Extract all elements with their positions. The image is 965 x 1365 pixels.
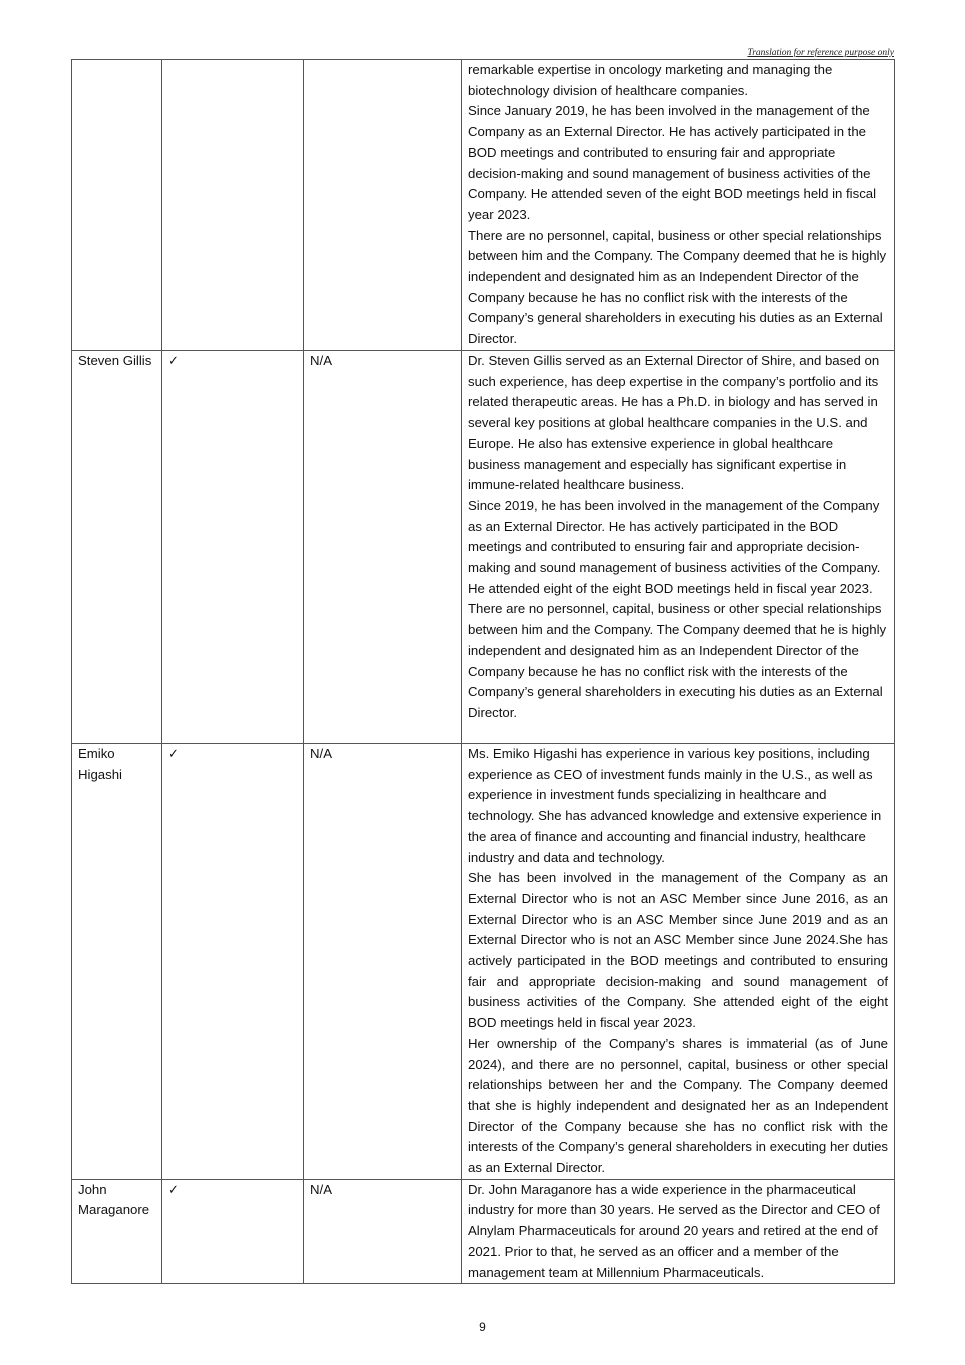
description-paragraph: Since 2019, he has been involved in the management of the Company as an External Director. He has actively participated in the BOD meetings and contributed to ensuring fair and appropriate decision-making and sound management of business activities of the Company. He attended eight of the eight BOD meetings held in fiscal year 2023. xyxy=(468,497,881,596)
director-name: Steven Gillis xyxy=(72,351,162,744)
other-concurrent: N/A xyxy=(304,1179,462,1284)
table-row xyxy=(72,744,895,1180)
description-paragraph: She has been involved in the management of the Company as an External Director who is not an ASC Member since June 2016, as an External Director who is an ASC Member since June 2019 and as an External Director who is not an ASC Member since June 2024.She has actively participated in the BOD meetings and contributed to ensuring fair and appropriate decision-making and sound management of business activities of the Company. She attended eight of the eight BOD meetings held in fiscal year 2023. xyxy=(468,870,888,1031)
director-description xyxy=(462,1179,895,1284)
table-row xyxy=(72,60,895,351)
independence-check: ✓ xyxy=(162,351,304,744)
director-description xyxy=(462,60,895,351)
description-paragraph: Dr. Steven Gillis served as an External Director of Shire, and based on such experience, has deep expertise in the company’s portfolio and its related therapeutic areas. He has a Ph.D. in biology and has served in several key positions at global healthcare companies in the U.S. and Europe. He also has extensive experience in global healthcare business management and especially has significant expertise in immune-related healthcare business. xyxy=(468,353,880,493)
description-paragraph: Her ownership of the Company’s shares is immaterial (as of June 2024), and there are no personnel, capital, business or other special relationships between her and the Company. The Company deemed that she is highly independent and designated her as an Independent Director of the Company because she has no conflict risk with the interests of the Company’s general shareholders in executing her duties as an External Director. xyxy=(468,1035,888,1176)
page-number: 9 xyxy=(479,1320,486,1334)
description-paragraph: Dr. John Maraganore has a wide experience in the pharmaceutical industry for more than 30 years. He served as the Director and CEO of Alnylam Pharmaceuticals for around 20 years and retired at the end of 2021. Prior to that, he served as an officer and a member of the management team at Millennium Pharmaceuticals. xyxy=(468,1181,880,1280)
other-concurrent: N/A xyxy=(304,351,462,744)
table-row xyxy=(72,1179,895,1284)
description-paragraph: There are no personnel, capital, business or other special relationships between him and the Company. The Company deemed that he is highly independent and designated him as an Independent Director of the Company because he has no conflict risk with the interests of the Company’s general shareholders in executing his duties as an External Director. xyxy=(468,227,887,347)
description-paragraph: Ms. Emiko Higashi has experience in various key positions, including experience as CEO of investment funds mainly in the U.S., as well as experience in investment funds specializing in healthcare and technology. She has advanced knowledge and extensive experience in the area of finance and accounting and financial industry, healthcare industry and data and technology. xyxy=(468,746,882,865)
independence-check xyxy=(162,60,304,351)
description-paragraph: There are no personnel, capital, business or other special relationships between him and the Company. The Company deemed that he is highly independent and designated him as an Independent Director of the Company because he has no conflict risk with the interests of the Company’s general shareholders in executing his duties as an External Director. xyxy=(468,601,887,720)
director-name: John Maraganore xyxy=(72,1179,162,1284)
description-paragraph: Since January 2019, he has been involved in the management of the Company as an External Director. He has actively participated in the BOD meetings and contributed to ensuring fair and appropriate decision-making and sound management of business activities of the Company. He attended seven of the eight BOD meetings held in fiscal year 2023. xyxy=(468,103,877,222)
director-description xyxy=(462,744,895,1180)
director-name: Emiko Higashi xyxy=(72,744,162,1180)
director-description xyxy=(462,351,895,744)
independence-check: ✓ xyxy=(162,744,304,1180)
table-row xyxy=(72,351,895,744)
director-name xyxy=(72,60,162,351)
director-table xyxy=(71,59,895,1284)
independence-check: ✓ xyxy=(162,1179,304,1284)
description-paragraph: remarkable expertise in oncology marketing and managing the biotechnology division of healthcare companies. xyxy=(468,62,833,98)
other-concurrent: N/A xyxy=(304,744,462,1180)
translation-note: Translation for reference purpose only xyxy=(747,48,894,58)
other-concurrent xyxy=(304,60,462,351)
